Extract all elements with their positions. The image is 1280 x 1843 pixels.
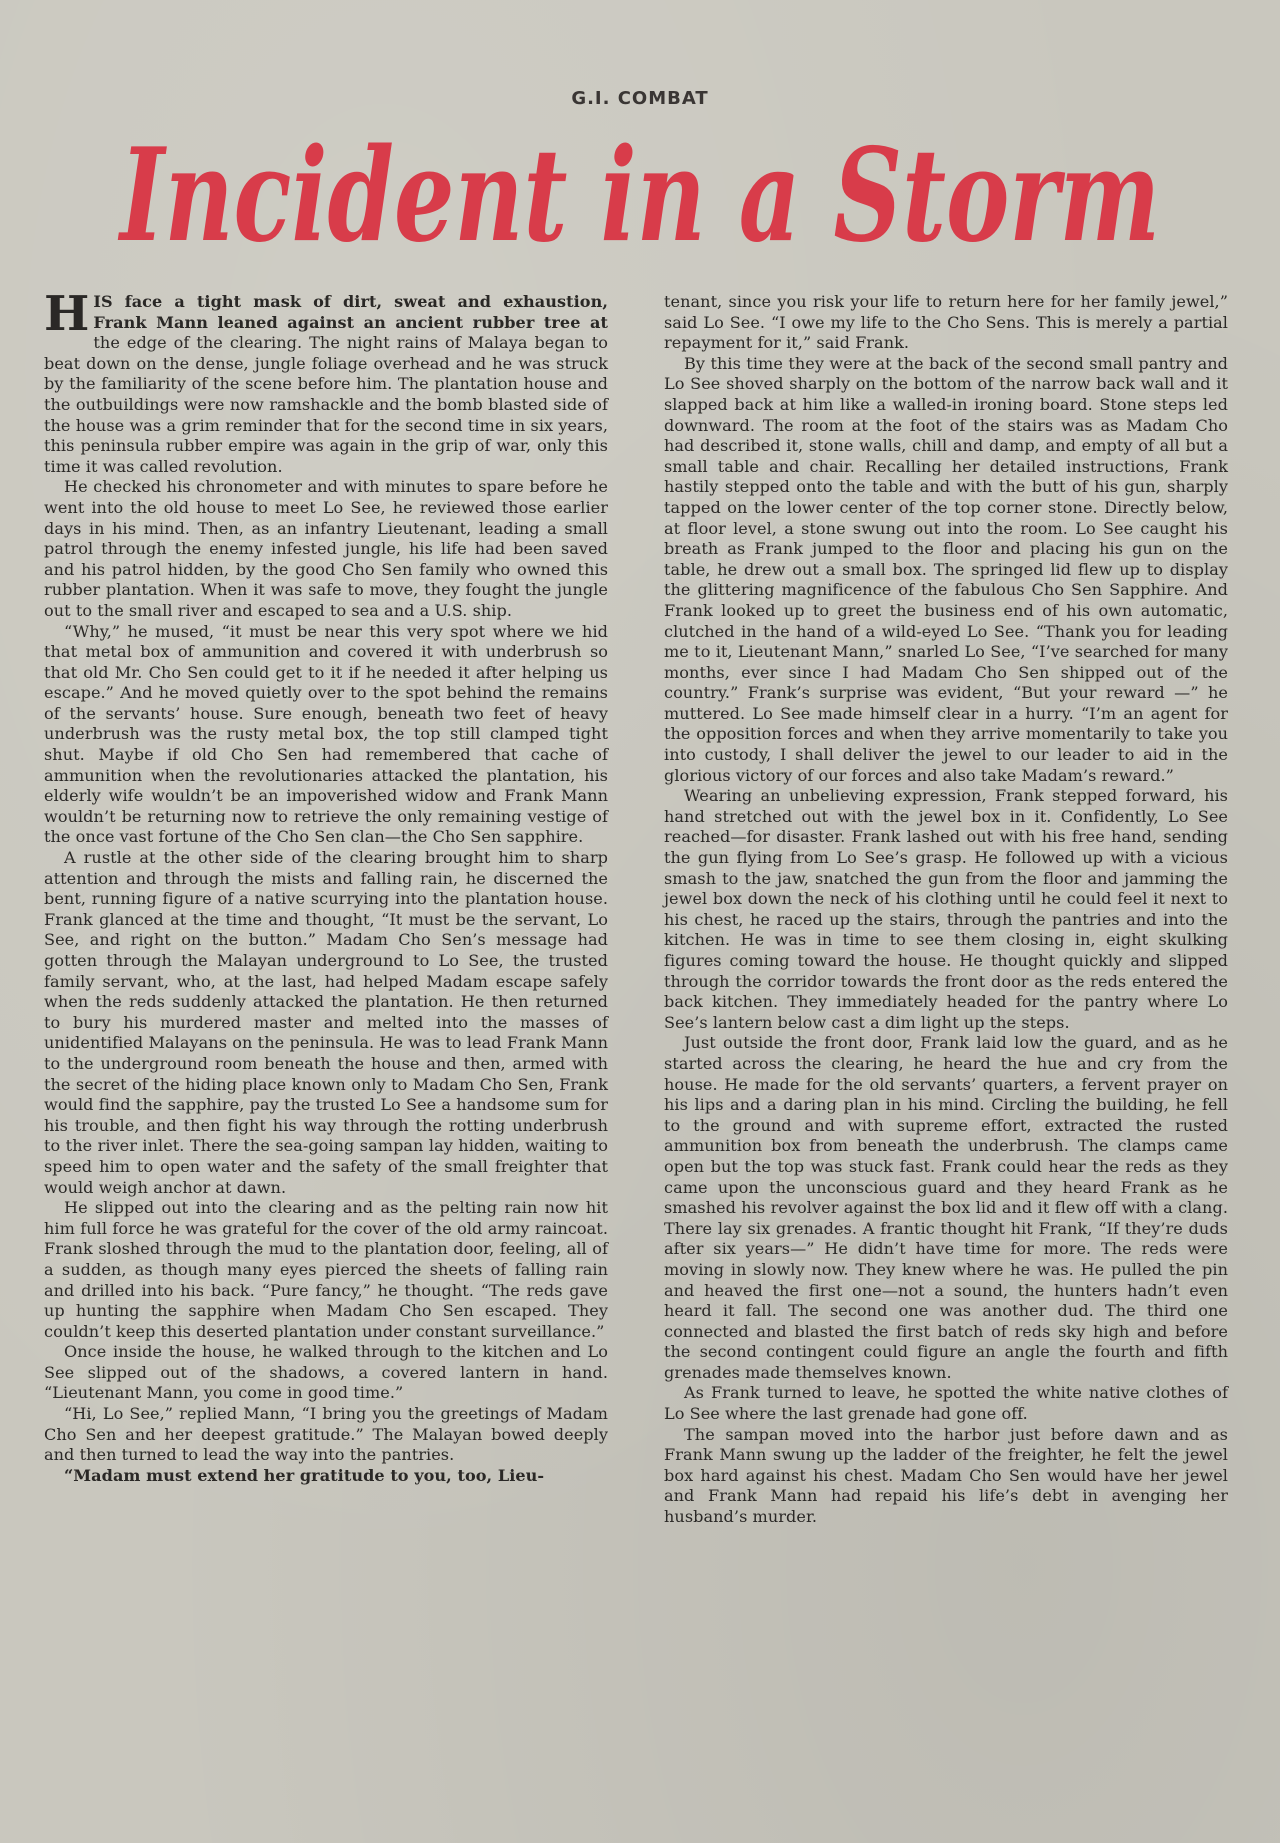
paragraph: “Hi, Lo See,” replied Mann, “I bring you the greetings of Madam Cho Sen and her deepest gratitude.” The Malayan bowed deeply and then turned to lead the way into the pantries. bbox=[44, 1404, 608, 1465]
paragraph: Once inside the house, he walked through to the kitchen and Lo See slipped out of the shadows, a covered lantern in hand. “Lieutenant Mann, you come in good time.” bbox=[44, 1342, 608, 1403]
opening-lead: IS face a tight mask of dirt, sweat and exhaustion, Frank Mann leaned against an ancient rubber tree at bbox=[93, 292, 608, 332]
right-column bbox=[664, 292, 1228, 1792]
paragraph: Wearing an unbelieving expression, Frank stepped forward, his hand stretched out with the jewel box in it. Confidently, Lo See reached—for disaster. Frank lashed out with his free hand, sending the gun flying from Lo See’s grasp. He followed up with a vicious smash to the jaw, snatched the gun from the floor and jamming the jewel box down the neck of his clothing until he could feel it next to his chest, he raced up the stairs, through the pantries and into the kitchen. He was in time to see them closing in, eight skulking figures coming toward the house. He thought quickly and slipped through the corridor towards the front door as the reds entered the back kitchen. They immediately headed for the pantry where Lo See’s lantern below cast a dim light up the steps. bbox=[664, 786, 1228, 1032]
paragraph: “Why,” he mused, “it must be near this very spot where we hid that metal box of ammunition and covered it with underbrush so that old Mr. Cho Sen could get to it if he needed it after helping us escape.” And he moved quietly over to the spot behind the remains of the servants’ house. Sure enough, beneath two feet of heavy underbrush was the rusty metal box, the top still clamped tight shut. Maybe if old Cho Sen had remembered that cache of ammunition when the revolutionaries attacked the plantation, his elderly wife wouldn’t be an impoverished widow and Frank Mann wouldn’t be returning now to retrieve the only remaining vestige of the once vast fortune of the Cho Sen clan—the Cho Sen sapphire. bbox=[44, 621, 608, 847]
masthead: G.I. COMBAT bbox=[571, 88, 709, 109]
paragraph: tenant, since you risk your life to return here for her family jewel,” said Lo See. “I owe my life to the Cho Sens. This is merely a partial repayment for it,” said Frank. bbox=[664, 292, 1228, 353]
paragraph-text: the edge of the clearing. The night rains of Malaya began to beat down on the dense, jungle foliage overhead and he was struck by the familiarity of the scene before him. The plantation house and the outbuildings were now ramshackle and the bomb blasted side of the house was a grim reminder that for the second time in six years, this peninsula rubber empire was again in the grip of war, only this time it was called revolution. bbox=[44, 333, 608, 476]
left-column bbox=[44, 286, 608, 1792]
paragraph: Just outside the front door, Frank laid low the guard, and as he started across the clearing, he heard the hue and cry from the house. He made for the old servants’ quarters, a fervent prayer on his lips and a daring plan in his mind. Circling the building, he fell to the ground and with supreme effort, extracted the rusted ammunition box from beneath the underbrush. The clamps came open but the top was stuck fast. Frank could hear the reds as they came upon the unconscious guard and they heard Frank as he smashed his revolver against the box lid and it flew off with a clang. There lay six grenades. A frantic thought hit Frank, “If they’re duds after six years—” He didn’t have time for more. The reds were moving in slowly now. They knew where he was. He pulled the pin and heaved the first one—not a sound, the hunters hadn’t even heard it fall. The second one was another dud. The third one connected and blasted the first batch of reds sky high and before the second contingent could figure an angle the fourth and fifth grenades made themselves known. bbox=[664, 1033, 1228, 1382]
title-text: Incident in a Storm bbox=[117, 121, 1161, 271]
drop-cap: H bbox=[44, 286, 90, 342]
paragraph bbox=[44, 286, 608, 477]
story-title bbox=[100, 90, 1180, 290]
paragraph: He slipped out into the clearing and as the pelting rain now hit him full force he was grateful for the cover of the old army raincoat. Frank sloshed through the mud to the plantation door, feeling, all of a sudden, as though many eyes pierced the sheets of falling rain and drilled into his back. “Pure fancy,” he thought. “The reds gave up hunting the sapphire when Madam Cho Sen escaped. They couldn’t keep this deserted plantation under constant surveillance.” bbox=[44, 1198, 608, 1341]
paragraph: A rustle at the other side of the clearing brought him to sharp attention and through the mists and falling rain, he discerned the bent, running figure of a native scurrying into the plantation house. Frank glanced at the time and thought, “It must be the servant, Lo See, and right on the button.” Madam Cho Sen’s message had gotten through the Malayan underground to Lo See, the trusted family servant, who, at the last, had helped Madam escape safely when the reds suddenly attacked the plantation. He then returned to bury his murdered master and melted into the masses of unidentified Malayans on the peninsula. He was to lead Frank Mann to the underground room beneath the house and then, armed with the secret of the hiding place known only to Madam Cho Sen, Frank would find the sapphire, pay the trusted Lo See a handsome sum for his trouble, and then fight his way through the rotting underbrush to the river inlet. There the sea-going sampan lay hidden, waiting to speed him to open water and the safety of the small freighter that would weigh anchor at dawn. bbox=[44, 848, 608, 1197]
paragraph: “Madam must extend her gratitude to you, too, Lieu- bbox=[64, 1465, 545, 1485]
paragraph: By this time they were at the back of the second small pantry and Lo See shoved sharply on the bottom of the narrow back wall and it slapped back at him like a walled-in ironing board. Stone steps led downward. The room at the foot of the stairs was as Madam Cho had described it, stone walls, chill and damp, and empty of all but a small table and chair. Recalling her detailed instructions, Frank hastily stepped onto the table and with the butt of his gun, sharply tapped on the lower center of the top corner stone. Directly below, at floor level, a stone swung out into the room. Lo See caught his breath as Frank jumped to the floor and placing his gun on the table, he drew out a small box. The springed lid flew up to display the glittering magnificence of the fabulous Cho Sen Sapphire. And Frank looked up to greet the business end of his own automatic, clutched in the hand of a wild-eyed Lo See. “Thank you for leading me to it, Lieutenant Mann,” snarled Lo See, “I’ve searched for many months, ever since I had Madam Cho Sen shipped out of the country.” Frank’s surprise was evident, “But your reward —” he muttered. Lo See made himself clear in a hurry. “I’m an agent for the opposition forces and when they arrive momentarily to take you into custody, I shall deliver the jewel to our leader to aid in the glorious victory of our forces and also take Madam’s reward.” bbox=[664, 353, 1228, 785]
paragraph: As Frank turned to leave, he spotted the white native clothes of Lo See where the last grenade had gone off. bbox=[664, 1383, 1228, 1424]
paragraph: The sampan moved into the harbor just before dawn and as Frank Mann swung up the ladder of the freighter, he felt the jewel box hard against his chest. Madam Cho Sen would have her jewel and Frank Mann had repaid his life’s debt in avenging her husband’s murder. bbox=[664, 1424, 1228, 1527]
paragraph: He checked his chronometer and with minutes to spare before he went into the old house to meet Lo See, he reviewed those earlier days in his mind. Then, as an infantry Lieutenant, leading a small patrol through the enemy infested jungle, his life had been saved and his patrol hidden, by the good Cho Sen family who owned this rubber plantation. When it was safe to move, they fought the jungle out to the small river and escaped to sea and a U.S. ship. bbox=[44, 477, 608, 620]
title-lettering bbox=[100, 90, 1180, 290]
story-columns bbox=[44, 286, 1228, 1792]
